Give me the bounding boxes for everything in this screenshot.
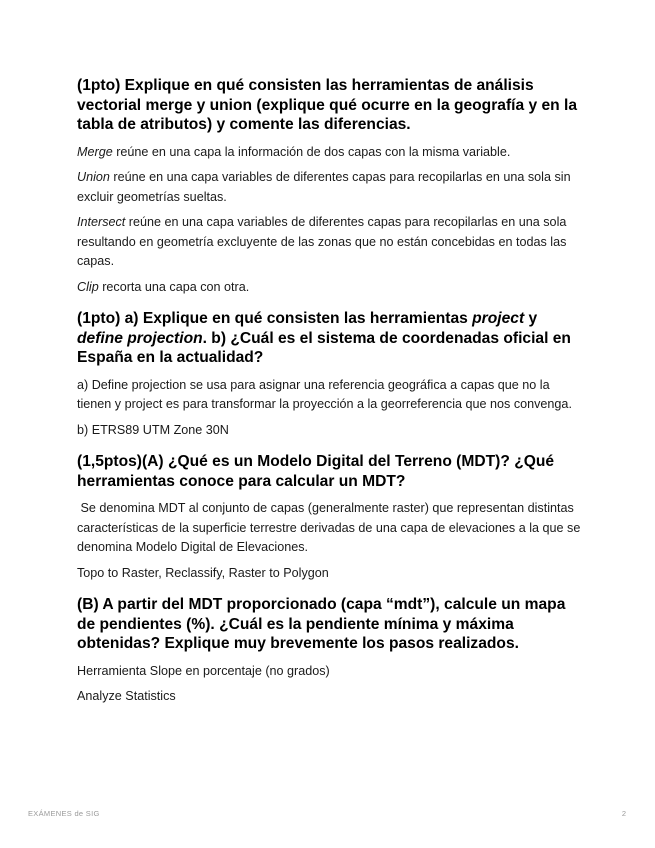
question-heading: (B) A partir del MDT proporcionado (capa “mdt”), calcule un mapa de pendientes (%). ¿Cuál es la pendiente mínima y máxima obtenidas? Explique muy brevemente los pasos realizados. — [77, 596, 566, 652]
question-text: y — [524, 310, 538, 327]
term-union: Union — [77, 170, 110, 184]
answer-paragraph: a) Define projection se usa para asignar una referencia geográfica a capas que no la tienen y project es para transformar la proyección a la georreferencia que nos convenga. — [77, 377, 572, 411]
question-heading — [77, 309, 582, 368]
footer-title: EXÁMENES de SIG — [28, 809, 100, 818]
document-body — [77, 76, 582, 719]
term-project: project — [472, 310, 525, 327]
question-text: . b) ¿Cuál es el sistema de coordenadas oficial en España en la actualidad? — [77, 329, 571, 366]
question-heading: (1,5ptos)(A) ¿Qué es un Modelo Digital del Terreno (MDT)? ¿Qué herramientas conoce para calcular un MDT? — [77, 453, 555, 490]
answer-paragraph — [77, 168, 582, 207]
answer-paragraph: Se denomina MDT al conjunto de capas (generalmente raster) que representan distintas características de la superficie terrestre derivadas de una capa de elevaciones a la que se denomina Modelo Digital de Elevaciones. — [77, 501, 584, 554]
section-mdt — [77, 452, 582, 583]
answer-text: recorta una capa con otra. — [98, 279, 250, 294]
answer-text: reúne en una capa la información de dos capas con la misma variable. — [112, 144, 511, 159]
page-number: 2 — [621, 809, 626, 818]
answer-paragraph: Analyze Statistics — [77, 689, 176, 703]
term-define-projection: define projection — [77, 329, 203, 347]
answer-paragraph — [77, 143, 582, 163]
term-intersect: Intersect — [77, 215, 126, 229]
answer-paragraph: b) ETRS89 UTM Zone 30N — [77, 422, 229, 437]
section-slope — [77, 595, 582, 707]
answer-text: reúne en una capa variables de diferentes capas para recopilarlas en una sola sin excluir geometrías sueltas. — [77, 170, 571, 204]
section-merge-union — [77, 76, 582, 297]
term-clip: Clip — [77, 279, 99, 294]
answer-paragraph: Topo to Raster, Reclassify, Raster to Polygon — [77, 565, 329, 580]
answer-paragraph: Herramienta Slope en porcentaje (no grados) — [77, 663, 330, 678]
term-merge: Merge — [77, 144, 113, 159]
answer-paragraph — [77, 278, 582, 298]
answer-paragraph — [77, 213, 582, 272]
section-project — [77, 309, 582, 440]
question-heading: (1pto) Explique en qué consisten las herramientas de análisis vectorial merge y union (explique qué ocurre en la geografía y en la tabla de atributos) y comente las diferencias. — [77, 77, 578, 133]
question-text: (1pto) a) Explique en qué consisten las herramientas — [77, 310, 473, 327]
answer-text: reúne en una capa variables de diferentes capas para recopilarlas en una sola resultando en geometría excluyente de las zonas que no están concebidas en todas las capas. — [77, 215, 567, 268]
